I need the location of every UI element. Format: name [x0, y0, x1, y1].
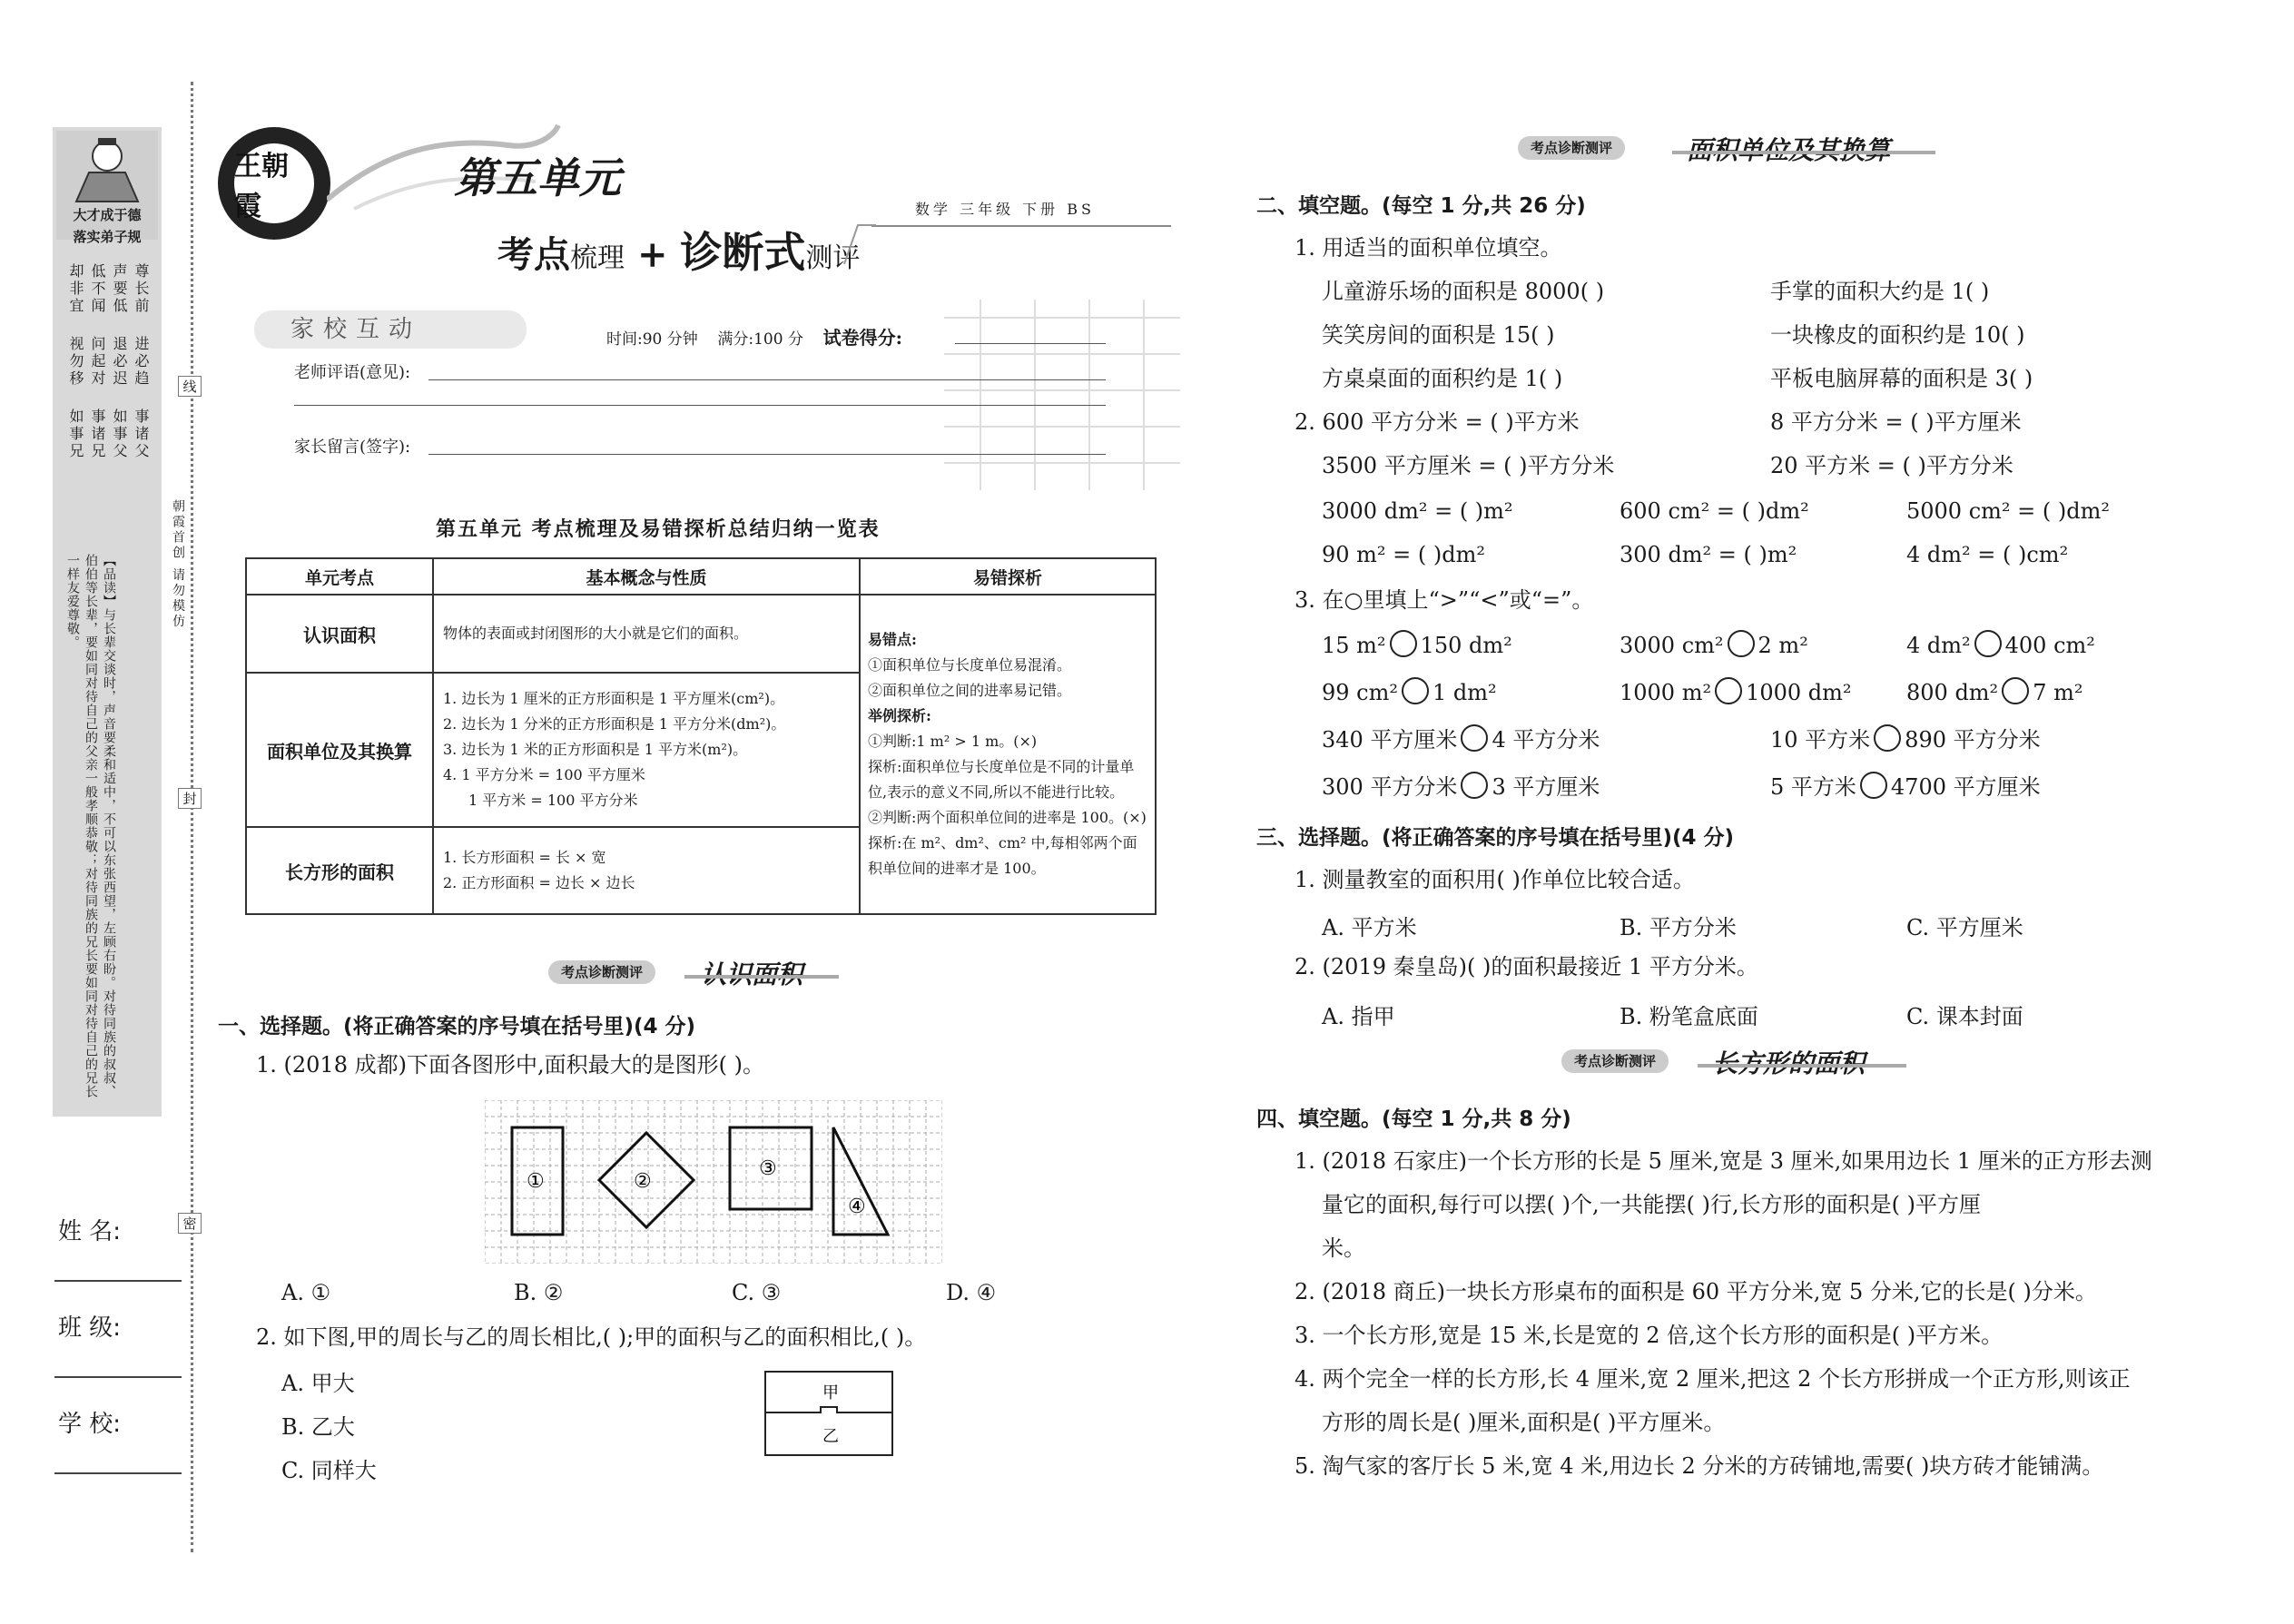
- fig-label-jia: 甲: [822, 1383, 839, 1403]
- compare-left: 5 平方米: [1770, 774, 1856, 800]
- subtitle-part: 梳理: [570, 242, 625, 274]
- seal-text: 王朝霞: [234, 143, 314, 223]
- compare-right: 890 平方分米: [1905, 727, 2041, 753]
- fill-item: 平板电脑屏幕的面积是 3( ): [1770, 366, 2033, 391]
- compare-item: [1620, 630, 1808, 661]
- compare-circle-icon[interactable]: [1860, 772, 1887, 799]
- section4-heading: 四、填空题。(每空 1 分,共 8 分): [1256, 1107, 1571, 1131]
- table-concept-cell: [433, 673, 860, 827]
- q1-option-a[interactable]: A. ①: [281, 1280, 331, 1305]
- pitfall-line: ②面积单位之间的进率易记错。: [868, 682, 1072, 699]
- compare-right: 4700 平方厘米: [1890, 774, 2041, 800]
- name-label: 姓 名:: [58, 1218, 122, 1245]
- reading-note: 【品读】与长辈交谈时，声音要柔和适中，不可以东张西望，左顾右盼。对待同族的叔叔、伯伯等长辈，要如同对待自己的父亲一般孝顺恭敬；对待同族的兄长要如同对待自己的兄长一样友爱尊敬。: [65, 554, 116, 1098]
- cut-label: 密: [178, 1213, 202, 1234]
- summary-table: [245, 557, 1157, 915]
- concept-line: 1. 边长为 1 厘米的正方形面积是 1 平方厘米(cm²)。: [443, 690, 785, 707]
- s3-q2-option-c[interactable]: C. 课本封面: [1906, 1004, 2023, 1029]
- section-banner: [1561, 1044, 1915, 1077]
- s3-q1-option-b[interactable]: B. 平方分米: [1620, 915, 1737, 940]
- compare-left: 800 dm²: [1906, 680, 1999, 705]
- convert-item: 8 平方分米 = ( )平方厘米: [1770, 409, 2022, 435]
- motto-column: 问起对: [89, 336, 106, 388]
- shape-label: ②: [634, 1170, 652, 1193]
- convert-item: 600 cm² = ( )dm²: [1620, 498, 1809, 524]
- home-school-label: 家校互动: [254, 310, 527, 349]
- section2-q2: 2. 600 平方分米 = ( )平方米: [1295, 409, 1580, 435]
- section-banner: [548, 955, 848, 988]
- compare-item: [1906, 630, 2095, 661]
- banner-tag: 考点诊断测评: [548, 960, 655, 984]
- publisher-seal-icon: [218, 127, 330, 240]
- convert-item: 90 m² = ( )dm²: [1322, 542, 1486, 567]
- compare-circle-icon[interactable]: [1974, 630, 2002, 657]
- motto-column: 事诸兄: [89, 408, 106, 460]
- q1-option-b[interactable]: B. ②: [514, 1280, 564, 1305]
- unit-subtitle: [497, 220, 860, 280]
- table-header-row: [246, 558, 1156, 595]
- compare-right: 150 dm²: [1420, 633, 1512, 658]
- compare-circle-icon[interactable]: [1390, 630, 1417, 657]
- banner-title: 认识面积: [701, 960, 803, 989]
- shape-triangle-4: [833, 1127, 888, 1235]
- book-info: 数学 三年级 下册 BS: [915, 201, 1095, 218]
- margin-motto-2: 落实弟子规: [73, 229, 142, 245]
- motto-column: 声要低: [111, 263, 128, 315]
- compare-circle-icon[interactable]: [1461, 724, 1488, 752]
- banner-arrow-icon: [1672, 151, 1935, 154]
- cut-label: 封: [178, 788, 202, 809]
- fill-item: 手掌的面积大约是 1( ): [1770, 279, 1990, 304]
- compare-right: 1 dm²: [1433, 680, 1497, 705]
- compare-item: [1770, 772, 2041, 802]
- motto-column: 却非宜: [67, 263, 84, 315]
- section4-line: 1. (2018 石家庄)一个长方形的长是 5 厘米,宽是 3 厘米,如果用边长 1 厘米的正方形去测: [1295, 1148, 2152, 1174]
- compare-left: 15 m²: [1322, 633, 1386, 658]
- compare-left: 10 平方米: [1770, 727, 1871, 753]
- jia-yi-figure: [764, 1371, 895, 1458]
- compare-circle-icon[interactable]: [1874, 724, 1901, 752]
- section4-line: 量它的面积,每行可以摆( )个,一共能摆( )行,长方形的面积是( )平方厘: [1322, 1192, 1981, 1217]
- q1-option-d[interactable]: D. ④: [946, 1280, 997, 1305]
- header-divider: [871, 225, 1171, 227]
- compare-circle-icon[interactable]: [2002, 677, 2029, 704]
- pitfall-line: 探析:面积单位与长度单位是不同的计量单位,表示的意义不同,所以不能进行比较。: [868, 758, 1135, 801]
- section4-line: 米。: [1322, 1235, 1365, 1261]
- fill-item: 方桌桌面的面积约是 1( ): [1322, 366, 1563, 391]
- subtitle-part: 测评: [805, 242, 861, 274]
- teacher-comment-line[interactable]: [428, 379, 1106, 380]
- exam-full-score: 满分:100 分: [717, 330, 803, 349]
- compare-item: [1620, 677, 1852, 708]
- section-banner: [1518, 131, 1944, 163]
- compare-item: [1322, 772, 1600, 802]
- class-label: 班 级:: [58, 1314, 122, 1342]
- compare-item: [1770, 724, 2041, 755]
- section2-q3: 3. 在○里填上“>”“<”或“=”。: [1295, 587, 1594, 613]
- concept-line: 4. 1 平方分米 = 100 平方厘米: [443, 766, 645, 783]
- table-header: 基本概念与性质: [433, 558, 860, 595]
- q1-option-c[interactable]: C. ③: [732, 1280, 782, 1305]
- convert-item: 300 dm² = ( )m²: [1620, 542, 1797, 567]
- section3-q2: 2. (2019 秦皇岛)( )的面积最接近 1 平方分米。: [1295, 954, 1758, 979]
- motto-column: 如事父: [111, 408, 128, 460]
- compare-left: 4 dm²: [1906, 633, 1971, 658]
- compare-circle-icon[interactable]: [1402, 677, 1429, 704]
- section4-line: 4. 两个完全一样的长方形,长 4 厘米,宽 2 厘米,把这 2 个长方形拼成一个正方形,则该正: [1295, 1366, 2131, 1392]
- corner-grid-decoration-icon: [908, 300, 1180, 490]
- subtitle-part: 诊断式: [680, 228, 806, 277]
- q2-option-c[interactable]: C. 同样大: [281, 1458, 377, 1483]
- section4-line: 2. (2018 商丘)一块长方形桌布的面积是 60 平方分米,宽 5 分米,它的长是( )分米。: [1295, 1279, 2097, 1304]
- school-line[interactable]: [54, 1472, 182, 1474]
- exam-time: 时间:90 分钟: [606, 330, 698, 349]
- compare-left: 3000 cm²: [1620, 633, 1724, 658]
- convert-item: 5000 cm² = ( )dm²: [1906, 498, 2110, 524]
- banner-tag: 考点诊断测评: [1561, 1049, 1669, 1073]
- table-unit-cell: 面积单位及其换算: [246, 673, 433, 827]
- q2-option-b[interactable]: B. 乙大: [281, 1414, 355, 1440]
- section2-heading: 二、填空题。(每空 1 分,共 26 分): [1256, 194, 1586, 218]
- subtitle-plus: +: [636, 233, 668, 276]
- cut-label: 线: [178, 376, 202, 397]
- concept-line: 2. 边长为 1 分米的正方形面积是 1 平方分米(dm²)。: [443, 715, 786, 733]
- compare-left: 300 平方分米: [1322, 774, 1458, 800]
- exam-score-label: 试卷得分:: [822, 327, 902, 349]
- table-unit-cell: 长方形的面积: [246, 827, 433, 914]
- compare-right: 3 平方厘米: [1492, 774, 1600, 800]
- motto-column: 事诸父: [133, 408, 150, 460]
- convert-item: 20 平方米 = ( )平方分米: [1770, 453, 2013, 478]
- exam-meta: [606, 323, 902, 349]
- pitfall-line: ②判断:两个面积单位间的进率是 100。(×): [868, 809, 1147, 826]
- concept-line: 物体的表面或封闭图形的大小就是它们的面积。: [443, 625, 749, 642]
- banner-title: 长方形的面积: [1712, 1048, 1866, 1078]
- parent-comment-line[interactable]: [428, 454, 1106, 455]
- compare-right: 7 m²: [2033, 680, 2083, 705]
- section3-heading: 三、选择题。(将正确答案的序号填在括号里)(4 分): [1256, 826, 1735, 850]
- compare-item: [1322, 724, 1600, 755]
- table-pitfall-cell: [860, 595, 1156, 914]
- section1-q2: 2. 如下图,甲的周长与乙的周长相比,( );甲的面积与乙的面积相比,( )。: [256, 1324, 927, 1350]
- copyright-note: 朝霞首创 请勿模仿: [171, 499, 185, 630]
- header-zigzag-icon: [835, 214, 881, 269]
- name-line[interactable]: [54, 1280, 182, 1282]
- cut-line: [191, 82, 193, 1552]
- motto-column: 退必迟: [111, 336, 128, 388]
- teacher-comment-line[interactable]: [294, 405, 1106, 406]
- compare-circle-icon[interactable]: [1715, 677, 1742, 704]
- compare-right: 1000 dm²: [1746, 680, 1852, 705]
- shape-label: ④: [848, 1196, 866, 1218]
- shape-label: ①: [527, 1170, 545, 1193]
- pitfall-line: ①判断:1 m² > 1 m。(×): [868, 733, 1038, 750]
- concept-line: 1. 长方形面积 = 长 × 宽: [443, 849, 606, 866]
- s3-q2-option-b[interactable]: B. 粉笔盒底面: [1620, 1004, 1758, 1029]
- banner-arrow-icon: [684, 975, 839, 979]
- compare-circle-icon[interactable]: [1461, 772, 1488, 799]
- compare-right: 400 cm²: [2004, 633, 2095, 658]
- compare-left: 340 平方厘米: [1322, 727, 1458, 753]
- s3-q1-option-a[interactable]: A. 平方米: [1322, 915, 1417, 940]
- score-line[interactable]: [955, 343, 1106, 344]
- class-line[interactable]: [54, 1376, 182, 1378]
- compare-circle-icon[interactable]: [1728, 630, 1755, 657]
- compare-item: [1322, 677, 1497, 708]
- convert-item: 4 dm² = ( )cm²: [1906, 542, 2069, 567]
- concept-line: 3. 边长为 1 米的正方形面积是 1 平方米(m²)。: [443, 741, 748, 758]
- banner-tag: 考点诊断测评: [1518, 136, 1625, 160]
- section3-q1: 1. 测量教室的面积用( )作单位比较合适。: [1295, 867, 1695, 892]
- margin-motto-1: 大才成于德: [73, 207, 142, 223]
- fig-label-yi: 乙: [822, 1427, 839, 1446]
- motto-column: 视勿移: [67, 336, 84, 388]
- section1-q1: 1. (2018 成都)下面各图形中,面积最大的是图形( )。: [256, 1052, 764, 1078]
- compare-item: [1906, 677, 2082, 708]
- fill-item: 一块橡皮的面积约是 10( ): [1770, 322, 2025, 348]
- fill-item: 儿童游乐场的面积是 8000( ): [1322, 279, 1605, 304]
- section1-heading: 一、选择题。(将正确答案的序号填在括号里)(4 分): [218, 1015, 696, 1038]
- compare-right: 4 平方分米: [1492, 727, 1600, 753]
- banner-title: 面积单位及其换算: [1687, 135, 1891, 165]
- parent-comment-label: 家长留言(签字):: [294, 438, 411, 457]
- table-header: 单元考点: [246, 558, 433, 595]
- s3-q2-option-a[interactable]: A. 指甲: [1322, 1004, 1395, 1029]
- school-label: 学 校:: [58, 1411, 122, 1438]
- compare-left: 1000 m²: [1620, 680, 1712, 705]
- section4-line: 3. 一个长方形,宽是 15 米,长是宽的 2 倍,这个长方形的面积是( )平方米。: [1295, 1323, 2004, 1348]
- banner-arrow-icon: [1698, 1064, 1906, 1068]
- motto-column: 低不闻: [89, 263, 106, 315]
- concept-line: 2. 正方形面积 = 边长 × 边长: [443, 874, 635, 891]
- section4-line: 方形的周长是( )厘米,面积是( )平方厘米。: [1322, 1410, 1726, 1435]
- convert-item: 3500 平方厘米 = ( )平方分米: [1322, 453, 1615, 478]
- pitfall-line: 易错点:: [868, 631, 917, 648]
- summary-table-title: 第五单元 考点梳理及易错探析总结归纳一览表: [436, 517, 881, 541]
- pitfall-line: ①面积单位与长度单位易混淆。: [868, 656, 1072, 674]
- motto-column: 进必趋: [133, 336, 150, 388]
- table-header: 易错探析: [860, 558, 1156, 595]
- compare-item: [1322, 630, 1512, 661]
- table-concept-cell: [433, 595, 860, 673]
- section4-line: 5. 淘气家的客厅长 5 米,宽 4 米,用边长 2 分米的方砖铺地,需要( )块方砖才能铺满。: [1295, 1453, 2104, 1479]
- unit-title: 第五单元: [454, 153, 621, 202]
- compare-right: 2 m²: [1757, 633, 1808, 658]
- q2-option-a[interactable]: A. 甲大: [281, 1371, 355, 1396]
- pitfall-line: 举例探析:: [868, 707, 931, 724]
- table-unit-cell: 认识面积: [246, 595, 433, 673]
- shape-grid-figure: [485, 1100, 942, 1264]
- table-concept-cell: [433, 827, 860, 914]
- shape-label: ③: [759, 1157, 777, 1180]
- subtitle-part: 考点: [497, 233, 570, 276]
- compare-left: 99 cm²: [1322, 680, 1398, 705]
- s3-q1-option-c[interactable]: C. 平方厘米: [1906, 915, 2023, 940]
- section2-q1: 1. 用适当的面积单位填空。: [1295, 235, 1562, 261]
- pitfall-line: 探析:在 m²、dm²、cm² 中,每相邻两个面积单位间的进率才是 100。: [868, 834, 1137, 877]
- motto-column: 尊长前: [133, 263, 150, 315]
- convert-item: 3000 dm² = ( )m²: [1322, 498, 1513, 524]
- fill-item: 笑笑房间的面积是 15( ): [1322, 322, 1555, 348]
- motto-column: 如事兄: [67, 408, 84, 460]
- concept-line: 1 平方米 = 100 平方分米: [468, 792, 638, 809]
- table-row: [246, 595, 1156, 673]
- teacher-comment-label: 老师评语(意见):: [294, 363, 411, 382]
